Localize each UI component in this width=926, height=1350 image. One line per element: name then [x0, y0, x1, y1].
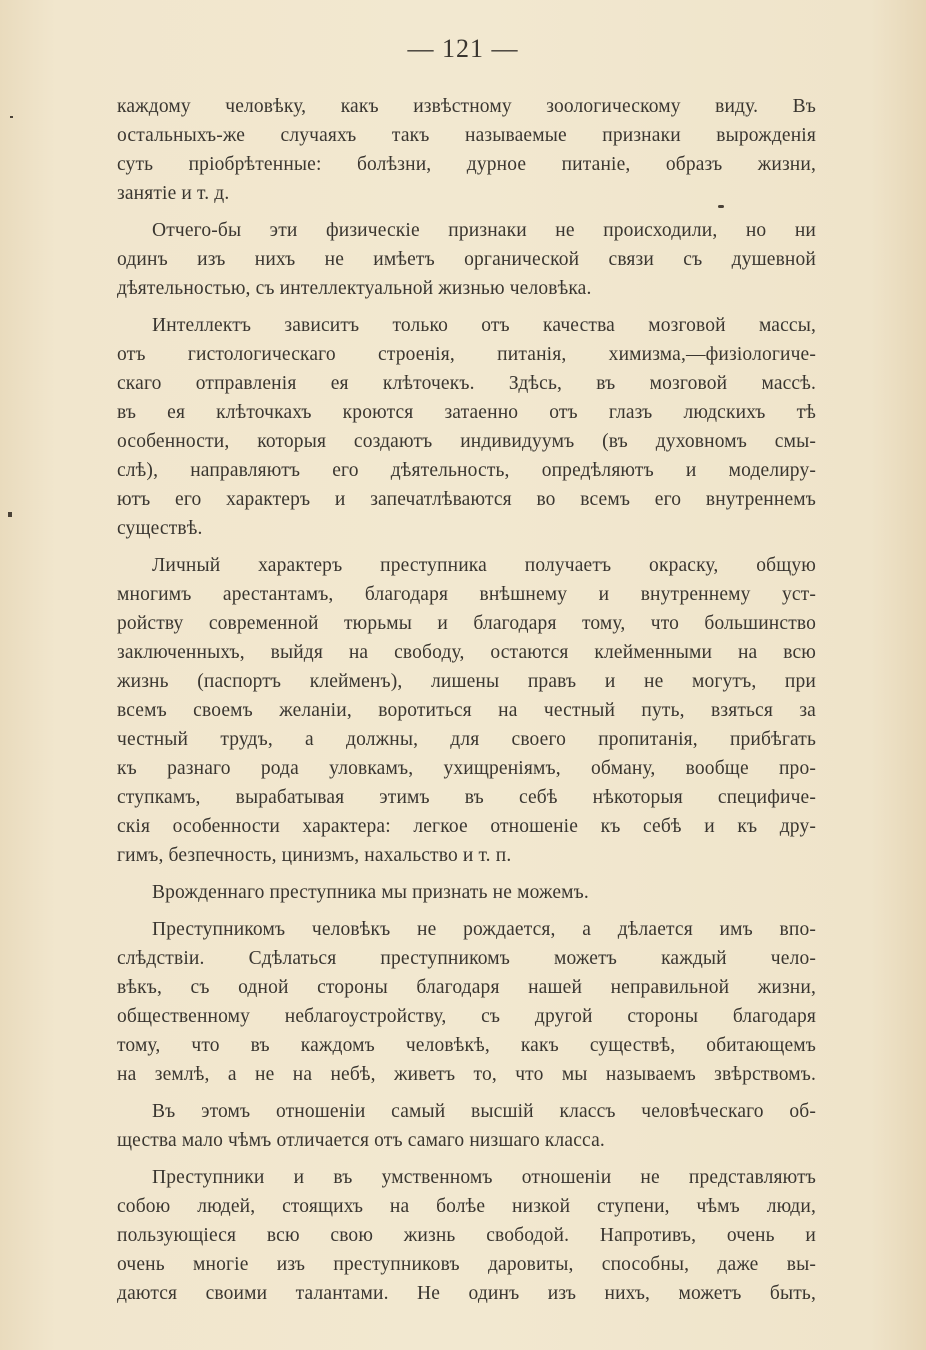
- text-line: Врожденнаго преступника мы признать не можемъ.: [152, 882, 589, 903]
- text-line: честный трудъ, а должны, для своего пропитанія, прибѣгать: [117, 729, 816, 750]
- page-number: — 121 —: [407, 34, 519, 63]
- text-line: ройству современной тюрьмы и благодаря тому, что большинство: [117, 613, 816, 634]
- text-line: ступкамъ, вырабатывая этимъ въ себѣ нѣкоторыя специфиче-: [117, 787, 816, 808]
- paragraph: [117, 915, 816, 1089]
- margin-mark: [8, 512, 12, 517]
- text-line: каждому человѣку, какъ извѣстному зоологическому виду. Въ: [117, 96, 816, 117]
- paragraph: [117, 1163, 816, 1308]
- text-line: отъ гистологическаго строенія, питанія, химизма,—физіологиче-: [117, 344, 816, 365]
- paragraph-gap: [117, 543, 816, 551]
- paragraph: [117, 216, 816, 303]
- paragraph: [117, 311, 816, 543]
- paragraph: [117, 551, 816, 870]
- text-line: гимъ, безпечность, цинизмъ, нахальство и т. п.: [117, 845, 512, 866]
- margin-mark: [10, 116, 13, 118]
- text-line: скаго отправленія ея клѣточекъ. Здѣсь, въ мозговой массѣ.: [117, 373, 816, 394]
- text-line: вѣкъ, съ одной стороны благодаря нашей неправильной жизни,: [117, 977, 816, 998]
- paragraph-gap: [117, 870, 816, 878]
- text-line: Отчего-бы эти физическіе признаки не происходили, но ни: [152, 220, 816, 241]
- text-line: одинъ изъ нихъ не имѣетъ органической связи съ душевной: [117, 249, 816, 270]
- text-line: Личный характеръ преступника получаетъ окраску, общую: [152, 555, 816, 576]
- text-line: тому, что въ каждомъ человѣкѣ, какъ существѣ, обитающемъ: [117, 1035, 816, 1056]
- text-line: къ разнаго рода уловкамъ, ухищреніямъ, обману, вообще про-: [117, 758, 816, 779]
- paragraph-gap: [117, 1089, 816, 1097]
- text-line: остальныхъ-же случаяхъ такъ называемые признаки вырожденія: [117, 125, 816, 146]
- text-line: суть пріобрѣтенные: болѣзни, дурное питаніе, образъ жизни,: [117, 154, 816, 175]
- text-line: особенности, которыя создаютъ индивидуумъ (въ духовномъ смы-: [117, 431, 816, 452]
- paragraph: [117, 92, 816, 208]
- text-line: существѣ.: [117, 518, 203, 539]
- text-line: на землѣ, а не на небѣ, живетъ то, что мы называемъ звѣрствомъ.: [117, 1064, 816, 1085]
- paragraph-gap: [117, 208, 816, 216]
- text-line: слѣ), направляютъ его дѣятельность, опредѣляютъ и моделиру-: [117, 460, 816, 481]
- text-line: слѣдствіи. Сдѣлаться преступникомъ можетъ каждый чело-: [117, 948, 816, 969]
- text-line: даются своими талантами. Не одинъ изъ нихъ, можетъ быть,: [117, 1283, 816, 1304]
- text-line: Въ этомъ отношеніи самый высшій классъ человѣческаго об-: [152, 1101, 816, 1122]
- paragraph: [117, 878, 816, 907]
- text-line: занятіе и т. д.: [117, 183, 230, 204]
- text-line: въ ея клѣточкахъ кроются затаенно отъ глазъ людскихъ тѣ: [117, 402, 816, 423]
- text-line: Преступники и въ умственномъ отношеніи не представляютъ: [152, 1167, 816, 1188]
- text-line: очень многіе изъ преступниковъ даровиты, способны, даже вы-: [117, 1254, 816, 1275]
- text-line: дѣятельностью, съ интеллектуальной жизнью человѣка.: [117, 278, 592, 299]
- text-line: многимъ арестантамъ, благодаря внѣшнему и внутреннему уст-: [117, 584, 816, 605]
- paragraph-gap: [117, 303, 816, 311]
- text-line: ютъ его характеръ и запечатлѣваются во всемъ его внутреннемъ: [117, 489, 816, 510]
- paragraph-gap: [117, 907, 816, 915]
- text-line: Интеллектъ зависитъ только отъ качества мозговой массы,: [152, 315, 816, 336]
- text-line: Преступникомъ человѣкъ не рождается, а дѣлается имъ впо-: [152, 919, 816, 940]
- text-line: заключенныхъ, выйдя на свободу, остаются клейменными на всю: [117, 642, 816, 663]
- page-body-text: [117, 92, 816, 1308]
- paragraph: [117, 1097, 816, 1155]
- text-line: общественному неблагоустройству, съ другой стороны благодаря: [117, 1006, 816, 1027]
- text-line: скія особенности характера: легкое отношеніе къ себѣ и къ дру-: [117, 816, 816, 837]
- text-line: щества мало чѣмъ отличается отъ самаго низшаго класса.: [117, 1130, 605, 1151]
- text-line: жизнь (паспортъ клейменъ), лишены правъ и не могутъ, при: [117, 671, 816, 692]
- text-line: пользующіеся всю свою жизнь свободой. Напротивъ, очень и: [117, 1225, 816, 1246]
- text-line: собою людей, стоящихъ на болѣе низкой ступени, чѣмъ люди,: [117, 1196, 816, 1217]
- paragraph-gap: [117, 1155, 816, 1163]
- text-line: всемъ своемъ желаніи, воротиться на честный путь, взяться за: [117, 700, 816, 721]
